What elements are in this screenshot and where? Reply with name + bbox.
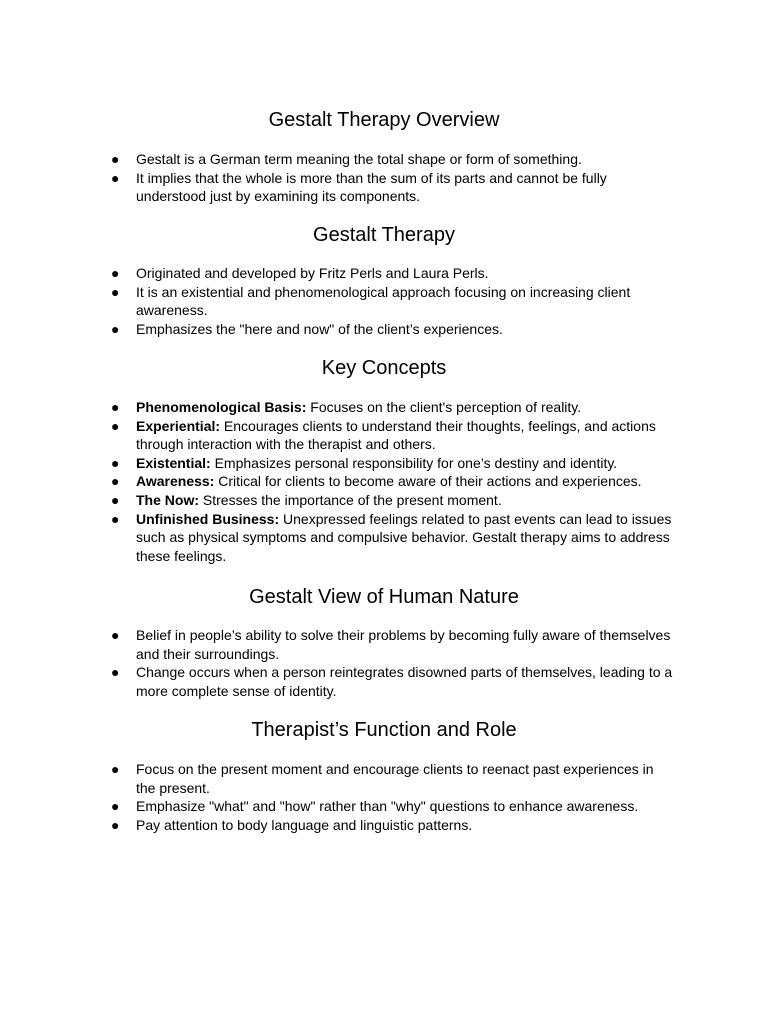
concept-term: Awareness: bbox=[136, 473, 215, 490]
bullet-icon: ● bbox=[111, 169, 120, 186]
item-text: It implies that the whole is more than the sum of its parts and cannot be fully understood just by examining its components. bbox=[136, 169, 607, 205]
concept-text: Critical for clients to become aware of their actions and experiences. bbox=[214, 473, 642, 490]
list-item bbox=[0, 264, 768, 283]
concept-text: Stresses the importance of the present moment. bbox=[199, 491, 502, 508]
section-heading: Gestalt View of Human Nature bbox=[249, 586, 519, 608]
bullet-icon: ● bbox=[111, 399, 120, 415]
section-heading: Therapist’s Function and Role bbox=[251, 719, 517, 741]
list-item bbox=[0, 398, 768, 417]
item-text: Gestalt is a German term meaning the total shape or form of something. bbox=[136, 151, 582, 167]
section-gestalt-therapy bbox=[0, 222, 768, 248]
bullet-list bbox=[0, 626, 768, 700]
item-text: Emphasize "what" and "how" rather than "why" questions to enhance awareness. bbox=[136, 798, 639, 815]
list-item bbox=[0, 626, 768, 663]
list-item bbox=[0, 454, 768, 473]
item-text: Emphasizes the "here and now" of the client’s experiences. bbox=[136, 320, 503, 337]
list-item bbox=[0, 320, 768, 339]
bullet-list bbox=[0, 264, 768, 338]
bullet-icon: ● bbox=[111, 510, 120, 527]
concept-text: Emphasizes personal responsibility for one’s destiny and identity. bbox=[210, 454, 618, 471]
bullet-icon: ● bbox=[111, 664, 120, 681]
bullet-icon: ● bbox=[111, 320, 120, 337]
bullet-icon: ● bbox=[111, 627, 120, 643]
item-text: Originated and developed by Fritz Perls and Laura Perls. bbox=[136, 265, 489, 281]
list-item bbox=[0, 816, 768, 835]
bullet-icon: ● bbox=[111, 151, 120, 167]
section-heading: Gestalt Therapy bbox=[313, 224, 455, 246]
bullet-list bbox=[0, 398, 768, 565]
item-text: Belief in people’s ability to solve their problems by becoming fully aware of themselves and their surroundings. bbox=[136, 627, 671, 662]
section-heading: Gestalt Therapy Overview bbox=[268, 109, 500, 131]
item-text: It is an existential and phenomenological approach focusing on increasing client awareness. bbox=[136, 283, 631, 319]
list-item bbox=[0, 663, 768, 700]
bullet-icon: ● bbox=[111, 417, 120, 434]
bullet-icon: ● bbox=[111, 265, 120, 281]
list-item bbox=[0, 760, 768, 797]
bullet-icon: ● bbox=[111, 473, 120, 490]
bullet-icon: ● bbox=[111, 816, 120, 833]
bullet-list bbox=[0, 760, 768, 834]
bullet-icon: ● bbox=[111, 798, 120, 815]
concept-term: Existential: bbox=[136, 454, 211, 471]
concept-term: Experiential: bbox=[136, 417, 221, 434]
section-key-concepts bbox=[0, 355, 768, 381]
bullet-icon: ● bbox=[111, 491, 120, 508]
item-text: Pay attention to body language and linguistic patterns. bbox=[136, 816, 473, 833]
section-human-nature bbox=[0, 584, 768, 610]
section-overview bbox=[0, 107, 768, 133]
section-therapist-role bbox=[0, 717, 768, 743]
concept-text: Encourages clients to understand their thoughts, feelings, and actions through interaction with the therapist and others. bbox=[136, 417, 656, 453]
bullet-icon: ● bbox=[111, 283, 120, 300]
concept-term: The Now: bbox=[136, 491, 199, 508]
list-item bbox=[0, 150, 768, 169]
list-item bbox=[0, 169, 768, 206]
list-item bbox=[0, 472, 768, 491]
list-item bbox=[0, 510, 768, 566]
concept-text: Unexpressed feelings related to past events can lead to issues such as physical symptoms and compulsive behavior. Gestalt therapy aims to address these feelings. bbox=[136, 510, 672, 564]
list-item bbox=[0, 417, 768, 454]
bullet-icon: ● bbox=[111, 454, 120, 471]
bullet-list bbox=[0, 150, 768, 206]
list-item bbox=[0, 797, 768, 816]
concept-term: Phenomenological Basis: bbox=[136, 399, 307, 415]
bullet-icon: ● bbox=[111, 761, 120, 777]
item-text: Focus on the present moment and encourage clients to reenact past experiences in the present. bbox=[136, 761, 654, 796]
section-heading: Key Concepts bbox=[321, 357, 447, 379]
concept-term: Unfinished Business: bbox=[136, 510, 280, 527]
concept-text: Focuses on the client's perception of reality. bbox=[306, 399, 582, 415]
list-item bbox=[0, 491, 768, 510]
list-item bbox=[0, 283, 768, 320]
item-text: Change occurs when a person reintegrates disowned parts of themselves, leading to a more complete sense of identity. bbox=[136, 664, 673, 699]
